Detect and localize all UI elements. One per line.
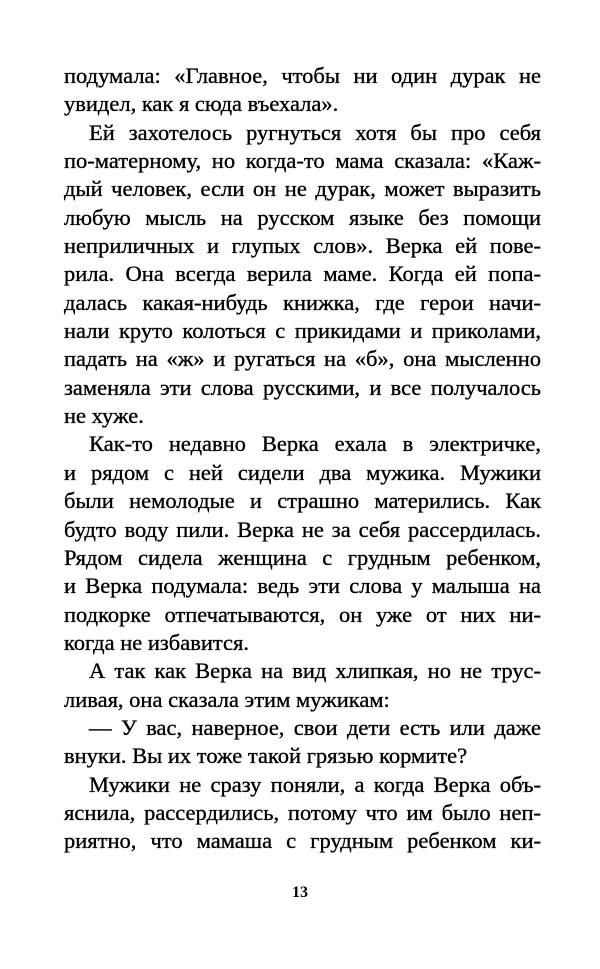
text-line: и Верка подумала: ведь эти слова у малыша на <box>64 573 541 599</box>
text-line: увидел, как я сюда въехала». <box>64 91 339 117</box>
text-line: далась какая-нибудь книжка, где герои начи- <box>64 289 541 315</box>
text-line: не хуже. <box>64 403 144 429</box>
text-line: рила. Она всегда верила маме. Когда ей попа- <box>64 261 541 287</box>
text-line: — У вас, наверное, свои дети есть или даже <box>89 714 541 740</box>
text-line: Как-то недавно Верка ехала в электричке, <box>89 431 541 457</box>
text-line: падать на «ж» и ругаться на «б», она мысленно <box>64 346 541 372</box>
text-line: были немолодые и страшно матерились. Как <box>64 488 541 514</box>
text-line: и рядом с ней сидели два мужика. Мужики <box>64 459 541 485</box>
text-line: неприличных и глупых слов». Верка ей пове- <box>64 233 541 259</box>
text-line: когда не избавится. <box>64 629 249 655</box>
text-line: по-матерному, но когда-то мама сказала: «Каж- <box>64 148 541 174</box>
text-line: дый человек, если он не дурак, может выразить <box>64 176 541 202</box>
text-line: риятно, что мамаша с грудным ребенком ки- <box>64 828 541 854</box>
text-line: ливая, она сказала этим мужикам: <box>64 686 390 712</box>
text-line: будто воду пили. Верка не за себя рассердилась. <box>64 516 541 542</box>
text-line: подкорке отпечатываются, он уже от них ни- <box>64 601 541 627</box>
text-line: заменяла эти слова русскими, и все получалось <box>64 374 541 400</box>
text-line: А так как Верка на вид хлипкая, но не трус- <box>89 658 541 684</box>
page-number: 13 <box>292 884 308 901</box>
text-line: Мужики не сразу поняли, а когда Верка объ- <box>89 771 541 797</box>
text-line: Ей захотелось ругнуться хотя бы про себя <box>89 119 541 145</box>
text-line: яснила, рассердились, потому что им было неп- <box>64 799 541 825</box>
text-line: внуки. Вы их тоже такой грязью кормите? <box>64 743 468 769</box>
text-line: любую мысль на русском языке без помощи <box>64 204 541 230</box>
text-line: Рядом сидела женщина с грудным ребенком, <box>64 544 541 570</box>
book-page-text <box>64 62 541 856</box>
text-line: подумала: «Главное, чтобы ни один дурак не <box>64 63 541 88</box>
text-line: нали круто колоться с прикидами и приколами, <box>64 318 541 344</box>
